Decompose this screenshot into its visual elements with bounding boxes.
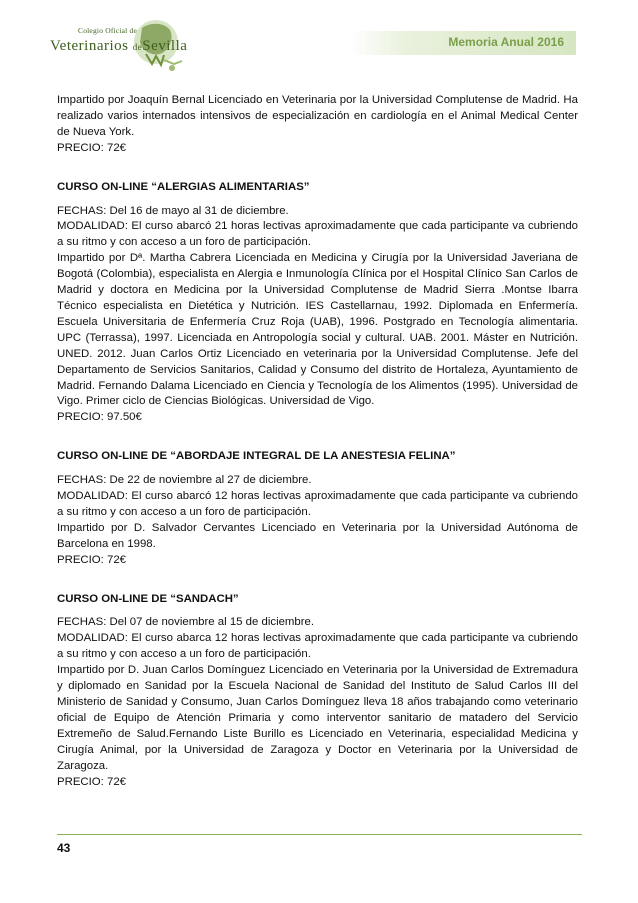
- course-title: CURSO ON-LINE “ALERGIAS ALIMENTARIAS”: [57, 180, 310, 193]
- course-modality: MODALIDAD: El curso abarcó 21 horas lectivas aproximadamente que cada participante va cubriendo a su ritmo y con acceso a un foro de participación.: [57, 220, 578, 249]
- course-title: CURSO ON-LINE DE “ABORDAJE INTEGRAL DE LA ANESTESIA FELINA”: [57, 450, 456, 463]
- logo-word-veterinarios: Veterinarios: [50, 38, 129, 54]
- page-number: 43: [57, 841, 71, 855]
- intro-paragraph: Impartido por Joaquín Bernal Licenciado en Veterinaria por la Universidad Complutense de Madrid. Ha realizado varios internados intensivos de especialización en cardiología en el Animal Medical Center de Nueva York.: [57, 94, 578, 138]
- course-price: PRECIO: 72€: [57, 553, 127, 566]
- college-logo: [46, 14, 251, 74]
- logo-subtitle: Colegio Oficial de: [78, 26, 138, 35]
- course-dates: FECHAS: Del 16 de mayo al 31 de diciembre.: [57, 204, 289, 217]
- intro-price: PRECIO: 72€: [57, 141, 127, 154]
- page-header: [0, 0, 638, 80]
- course-modality: MODALIDAD: El curso abarca 12 horas lectivas aproximadamente que cada participante va cubriendo a su ritmo y con acceso a un foro de participación.: [57, 632, 578, 661]
- course-modality: MODALIDAD: El curso abarcó 12 horas lectivas aproximadamente que cada participante va cubriendo a su ritmo y con acceso a un foro de participación.: [57, 490, 578, 518]
- logo-wordmark: [50, 38, 187, 55]
- report-title: Memoria Anual 2016: [448, 35, 564, 49]
- course-title: CURSO ON-LINE DE “SANDACH”: [57, 592, 239, 605]
- course-instructors: Impartido por Dª. Martha Cabrera Licenciada en Medicina y Cirugía por la Universidad Javeriana de Bogotá (Colombia), especialista en Alergia e Inmunología Clínica por el Hospital Clínico San Carlos de Madrid y doctora en Medicina por la Universidad Complutense de Madrid Sierra .Montse Ibarra Técnico especialista en Dietética y Nutrición. IES Castellarnau, 1992. Diplomada en Enfermería. Escuela Universitaria de Enfermería Cruz Roja (UAB), 1996. Postgrado en Tecnología alimentaria. UPC (Terrassa), 1997. Licenciada en Antropología social y cultural. UAB. 2001. Máster en Nutrición. UNED. 2012. Juan Carlos Ortiz Licenciado en veterinaria por la Universidad Complutense. Jefe del Departamento de Servicios Sanitarios, Calidad y Consumo del distrito de Hortaleza, Ayuntamiento de Madrid. Fernando Dalama Licenciado en Ciencia y Tecnología de los Alimentos (1995). Universidad de Vigo. Primer ciclo de Ciencias Biológicas. Universidad de Vigo.: [57, 252, 578, 408]
- logo-word-de: de: [132, 42, 143, 52]
- course-dates: FECHAS: Del 07 de noviembre al 15 de diciembre.: [57, 616, 315, 629]
- logo-word-city: Sevilla: [142, 38, 188, 54]
- document-body: [57, 93, 578, 790]
- course-instructors: Impartido por D. Juan Carlos Domínguez Licenciado en Veterinaria por la Universidad de Extremadura y diplomado en Sanidad por la Escuela Nacional de Sanidad del Instituto de Salud Carlos III del Ministerio de Sanidad y Consumo, Juan Carlos Domínguez lleva 18 años trabajando como veterinario oficial de Equipo de Atención Primaria y como interventor sanitario de matadero del Servicio Extremeño de Salud.Fernando Liste Burillo es Licenciado en Veterinaria, especialidad Medicina y Cirugía Animal, por la Universidad de Zaragoza y Doctor en Veterinaria por la Universidad de Zaragoza.: [57, 664, 578, 772]
- course-dates: FECHAS: De 22 de noviembre al 27 de diciembre.: [57, 474, 312, 487]
- course-price: PRECIO: 97.50€: [57, 411, 142, 424]
- footer-divider: [57, 834, 582, 835]
- course-price: PRECIO: 72€: [57, 775, 127, 788]
- course-instructors: Impartido por D. Salvador Cervantes Licenciado en Veterinaria por la Universidad Autónoma de Barcelona en 1998.: [57, 521, 578, 550]
